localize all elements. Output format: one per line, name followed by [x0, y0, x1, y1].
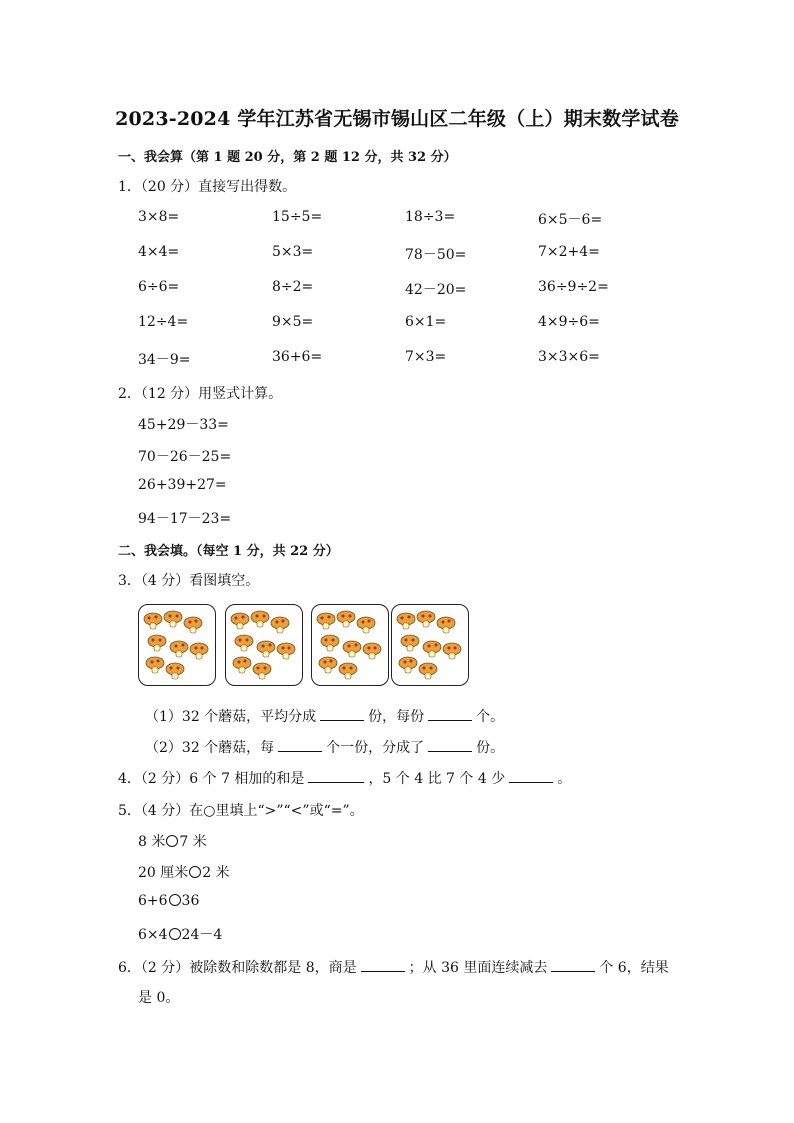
q1-item: 6÷6=	[138, 279, 180, 295]
q1-item: 34－9=	[138, 352, 191, 368]
q3-sub-2	[145, 737, 504, 757]
mushroom-icon	[392, 605, 468, 685]
q5-item	[138, 831, 207, 851]
q5-right: 2 米	[202, 865, 230, 881]
q4-text-a: 4．（2 分）6 个 7 相加的和是	[118, 771, 305, 787]
q5-item	[138, 862, 230, 882]
q1-item: 5×3=	[272, 244, 314, 260]
answer-blank[interactable]	[361, 959, 405, 972]
q1-item: 9×5=	[272, 314, 314, 330]
answer-blank[interactable]	[320, 708, 364, 721]
q5-item	[138, 893, 199, 909]
mushroom-group-box	[138, 604, 216, 686]
q5-left: 8 米	[138, 834, 166, 850]
q2-item: 45+29－33=	[138, 417, 229, 433]
section-2-heading: 二、我会填。（每空 1 分，共 22 分）	[118, 544, 339, 559]
q1-item: 12÷4=	[138, 314, 189, 330]
q5-left: 6+6	[138, 893, 168, 909]
q5-right: 36	[181, 893, 200, 909]
answer-blank[interactable]	[428, 739, 472, 752]
q1-item: 6×5－6=	[538, 212, 603, 228]
mushroom-group-box	[225, 604, 303, 686]
question-2: 2．（12 分）用竖式计算。	[118, 386, 283, 402]
mushroom-icon	[312, 605, 388, 685]
mushroom-icon	[139, 605, 215, 685]
answer-blank[interactable]	[551, 959, 595, 972]
q5-right: 24－4	[181, 927, 223, 943]
q4-text-c: 。	[557, 771, 572, 787]
answer-blank[interactable]	[308, 770, 364, 783]
compare-circle[interactable]	[166, 835, 178, 847]
q5-item	[138, 924, 222, 944]
answer-blank[interactable]	[428, 708, 472, 721]
q6-text-c: 个 6，结果	[599, 960, 669, 976]
compare-circle[interactable]	[169, 894, 181, 906]
q1-item: 7×3=	[405, 349, 447, 365]
q3-sub-1	[145, 706, 504, 726]
q1-item: 4×4=	[138, 244, 180, 260]
q1-item: 36+6=	[272, 349, 323, 365]
section-1-heading: 一、我会算（第 1 题 20 分，第 2 题 12 分，共 32 分）	[118, 150, 457, 165]
q3-sub1-text-c: 个。	[476, 709, 505, 725]
q1-item: 7×2+4=	[538, 244, 600, 260]
q3-sub1-text-b: 份，每份	[368, 709, 425, 725]
compare-circle[interactable]	[169, 928, 181, 940]
q1-item: 15÷5=	[272, 209, 323, 225]
question-1: 1．（20 分）直接写出得数。	[118, 179, 297, 195]
q2-item: 70－26－25=	[138, 449, 232, 465]
mushroom-group-box	[391, 604, 469, 686]
q3-sub1-text-a: （1）32 个蘑菇，平均分成	[145, 709, 317, 725]
question-6	[118, 957, 669, 977]
answer-blank[interactable]	[278, 739, 322, 752]
q4-text-b: ，5 个 4 比 7 个 4 少	[368, 771, 506, 787]
q2-item: 26+39+27=	[138, 477, 227, 493]
question-3: 3．（4 分）看图填空。	[118, 573, 260, 589]
q1-item: 4×9÷6=	[538, 314, 600, 330]
q5-right: 7 米	[179, 834, 207, 850]
mushroom-figure	[138, 604, 478, 688]
q3-sub2-text-b: 个一份，分成了	[326, 740, 425, 756]
q3-sub2-text-a: （2）32 个蘑菇，每	[145, 740, 275, 756]
mushroom-group-box	[311, 604, 389, 686]
question-5: 5．（4 分）在○里填上“>”“<”或“=”。	[118, 803, 364, 819]
question-4	[118, 768, 571, 788]
q1-item: 8÷2=	[272, 279, 314, 295]
answer-blank[interactable]	[509, 770, 553, 783]
q3-sub2-text-c: 份。	[476, 740, 505, 756]
q1-item: 78－50=	[405, 247, 467, 263]
question-6-continued: 是 0。	[138, 990, 180, 1006]
q1-item: 18÷3=	[405, 209, 456, 225]
q2-item: 94－17－23=	[138, 511, 232, 527]
mushroom-icon	[226, 605, 302, 685]
q6-text-b: ；从 36 里面连续减去	[408, 960, 548, 976]
q6-text-a: 6．（2 分）被除数和除数都是 8，商是	[118, 960, 357, 976]
q1-item: 36÷9÷2=	[538, 279, 609, 295]
q5-left: 20 厘米	[138, 865, 189, 881]
page-title: 2023-2024 学年江苏省无锡市锡山区二年级（上）期末数学试卷	[115, 108, 679, 130]
q5-left: 6×4	[138, 927, 168, 943]
q1-item: 6×1=	[405, 314, 447, 330]
q1-item: 3×3×6=	[538, 349, 600, 365]
q1-item: 3×8=	[138, 209, 180, 225]
q1-item: 42－20=	[405, 282, 467, 298]
compare-circle[interactable]	[189, 866, 201, 878]
